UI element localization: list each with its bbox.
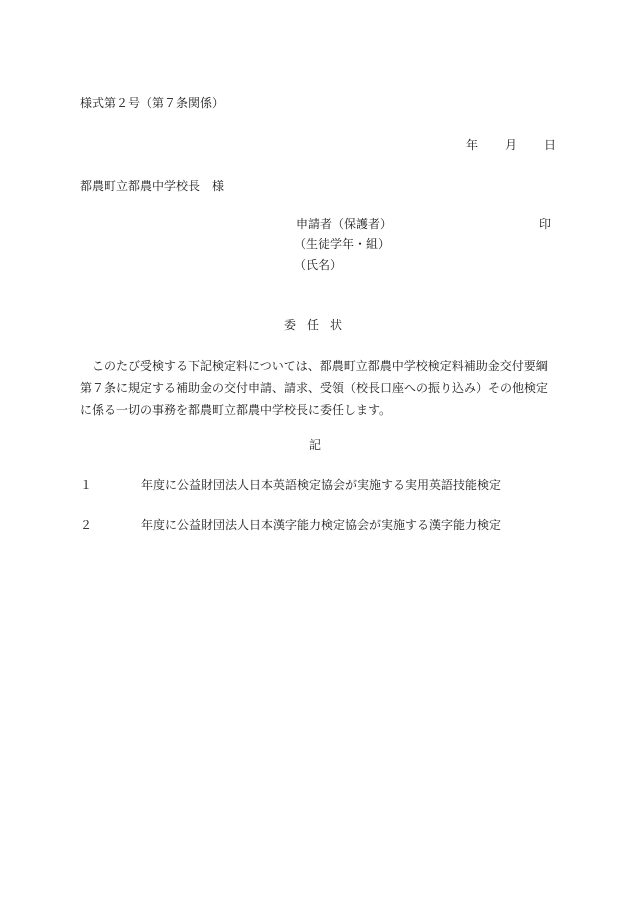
date-line bbox=[466, 139, 556, 151]
date-day: 日 bbox=[544, 138, 557, 152]
ki-heading: 記 bbox=[309, 438, 322, 452]
item-number: ２ bbox=[80, 518, 93, 532]
form-number: 様式第２号（第７条関係） bbox=[80, 96, 225, 110]
item-text: 年度に公益財団法人日本英語検定協会が実施する実用英語技能検定 bbox=[141, 478, 502, 492]
item-text: 年度に公益財団法人日本漢字能力検定協会が実施する漢字能力検定 bbox=[141, 518, 502, 532]
body-line-1: このたび受検する下記検定料については、都農町立都農中学校検定料補助金交付要綱 bbox=[92, 359, 548, 373]
name-label: （氏名） bbox=[294, 258, 343, 272]
item-number: １ bbox=[80, 478, 93, 492]
seal-mark: 印 bbox=[539, 217, 552, 231]
date-month: 月 bbox=[505, 138, 518, 152]
addressee: 都農町立都農中学校長 様 bbox=[80, 179, 225, 193]
body-line-2: 第７条に規定する補助金の交付申請、請求、受領（校長口座への振り込み）その他検定 bbox=[80, 381, 549, 395]
body-line-3: に係る一切の事務を都農町立都農中学校長に委任します。 bbox=[80, 403, 392, 417]
date-year: 年 bbox=[466, 138, 479, 152]
body-text bbox=[80, 355, 554, 421]
document-title: 委任状 bbox=[284, 318, 354, 332]
grade-class-label: （生徒学年・組） bbox=[294, 237, 391, 251]
applicant-label: 申請者（保護者） bbox=[296, 217, 393, 231]
